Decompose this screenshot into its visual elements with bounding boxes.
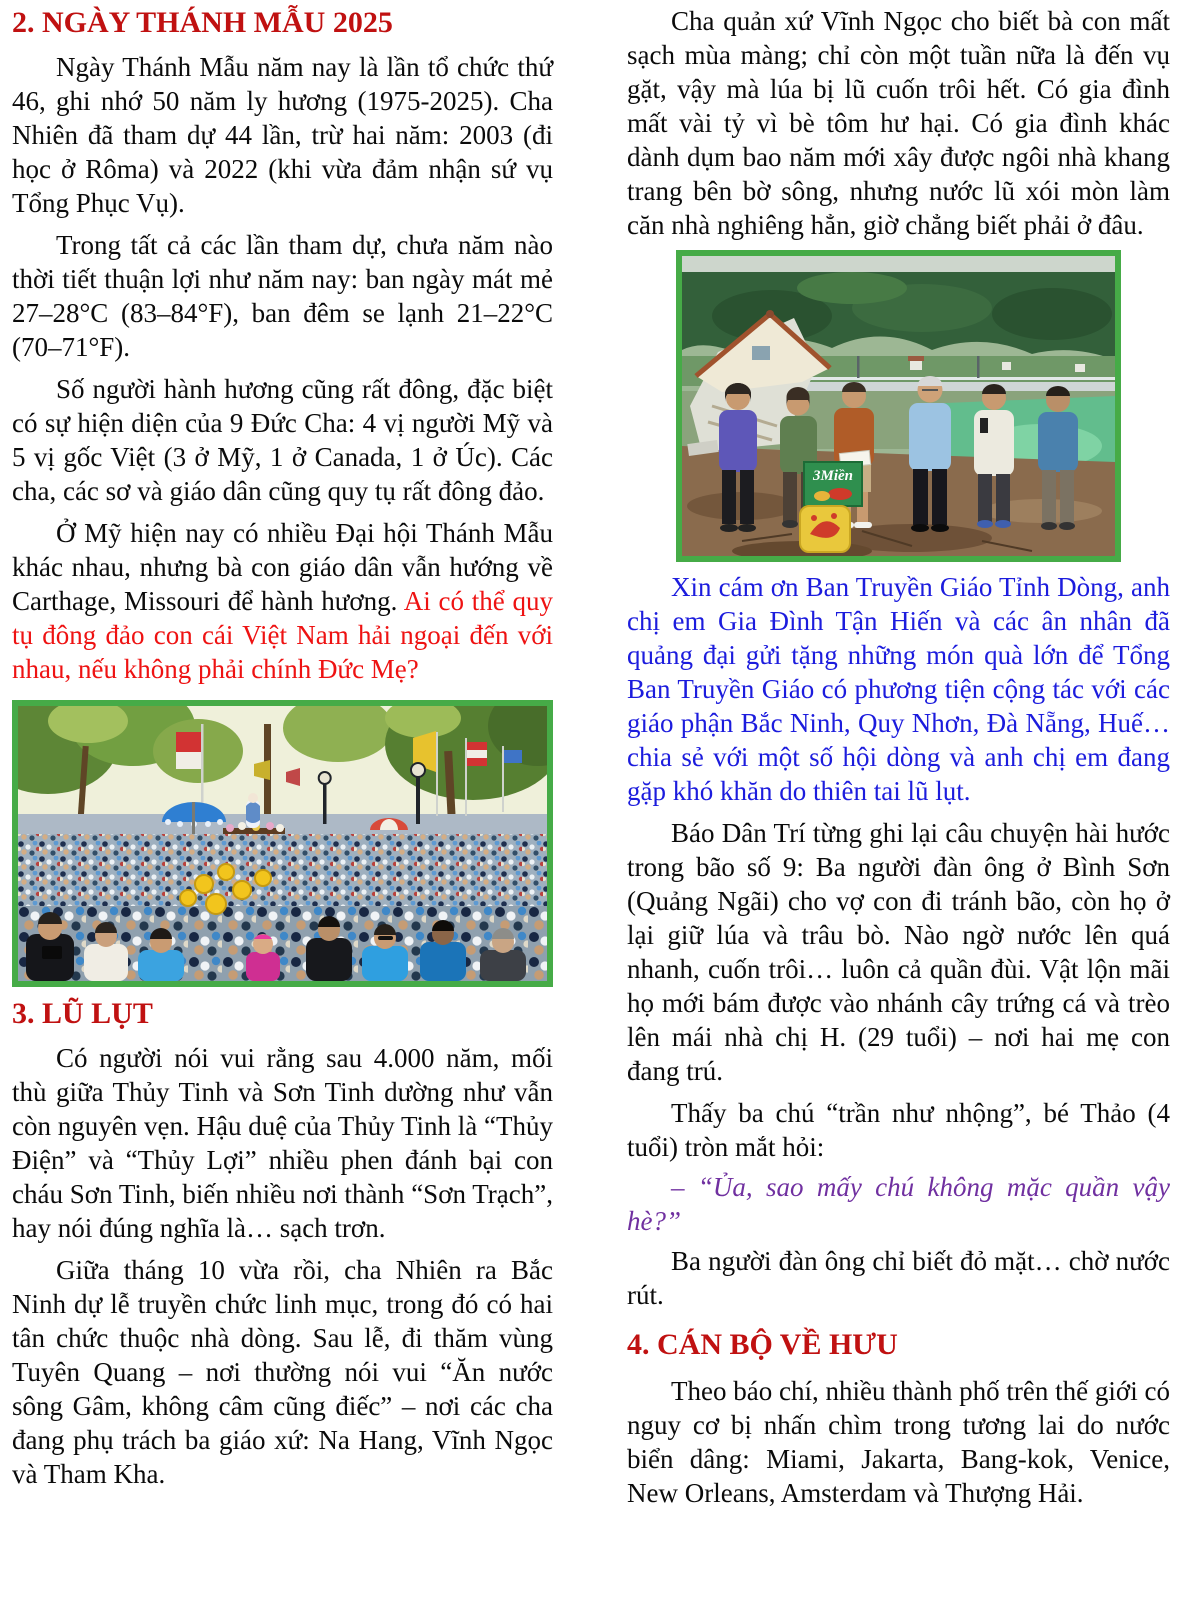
left-column [12, 0, 553, 1499]
noodle-box-label: 3Miền [812, 468, 854, 484]
paragraph: Ba người đàn ông chỉ biết đỏ mặt… chờ nước rút. [627, 1246, 1170, 1310]
paragraph-black-part: Ở Mỹ hiện nay có nhiều Đại hội Thánh Mẫu khác nhau, nhưng bà con giáo dân vẫn hướng về Carthage, Missouri để hành hương. [12, 518, 553, 616]
paragraph: Thấy ba chú “trần như nhộng”, bé Thảo (4 tuổi) tròn mắt hỏi: [627, 1098, 1170, 1162]
right-column [627, 0, 1170, 1518]
crowd-scene-illustration [18, 706, 547, 981]
paragraph: Báo Dân Trí từng ghi lại câu chuyện hài hước trong bão số 9: Ba người đàn ông ở Bình Sơn (Quảng Ngãi) cho vợ con đi tránh bão, còn họ ở lại giữ lúa và trâu bò. Nào ngờ nước lên quá nhanh, cuốn trôi… luôn cả quần đùi. Vật lộn mãi họ mới bám được vào nhánh cây trứng cá và trèo lên mái nhà chị H. (29 tuổi) – nơi hai mẹ con đang trú. [627, 818, 1170, 1086]
section-2-heading: 2. NGÀY THÁNH MẪU 2025 [12, 6, 393, 39]
paragraph: Theo báo chí, nhiều thành phố trên thế giới có nguy cơ bị nhấn chìm trong tương lai do nước biển dâng: Miami, Jakarta, Bang-kok, Venice, New Orleans, Amsterdam và Thượng Hải. [627, 1376, 1170, 1508]
paragraph: Ngày Thánh Mẫu năm nay là lần tổ chức thứ 46, ghi nhớ 50 năm ly hương (1975-2025). Cha Nhiên đã tham dự 44 lần, trừ hai năm: 2003 (đi học ở Rôma) và 2022 (khi vừa đảm nhận sứ vụ Tổng Phục Vụ). [12, 52, 553, 218]
paragraph: Trong tất cả các lần tham dự, chưa năm nào thời tiết thuận lợi như năm nay: ban ngày mát mẻ 27–28°C (83–84°F), ban đêm se lạnh 21–22°C (70–71°F). [12, 230, 553, 362]
paragraph: Giữa tháng 10 vừa rồi, cha Nhiên ra Bắc Ninh dự lễ truyền chức linh mục, trong đó có hai tân chức thuộc nhà dòng. Sau lễ, đi thăm vùng Tuyên Quang – nơi thường nói vui “Ăn nước sông Gâm, không câm cũng điếc” – nơi các cha đang phụ trách ba giáo xứ: Na Hang, Vĩnh Ngọc và Tham Kha. [12, 1255, 553, 1489]
paragraph-red-part: Ai có thể quy tụ đông đảo con cái Việt Nam hải ngoại đến với nhau, nếu không phải chính Đức Mẹ? [12, 586, 553, 684]
paragraph: Có người nói vui rằng sau 4.000 năm, mối thù giữa Thủy Tinh và Sơn Tinh dường như vẫn còn nguyên vẹn. Hậu duệ của Thủy Tinh là “Thủy Điện” và “Thủy Lợi” nhiều phen đánh bại con cháu Sơn Tinh, biến nhiều nơi thành “Sơn Trạch”, hay nói đúng nghĩa là… sạch trơn. [12, 1043, 553, 1243]
crowd-mid [18, 834, 547, 916]
section-3-heading: 3. LŨ LỤT [12, 997, 153, 1030]
section-4-heading: 4. CÁN BỘ VỀ HƯU [627, 1328, 898, 1361]
paragraph-thanks-blue: Xin cám ơn Ban Truyền Giáo Tỉnh Dòng, anh chị em Gia Đình Tận Hiến và các ân nhân đã quảng đại gửi tặng những món quà lớn để Tổng Ban Truyền Giáo có phương tiện cộng tác với các giáo phận Bắc Ninh, Quy Nhơn, Đà Nẵng, Huế… chia sẻ với một số hội dòng và anh chị em đang gặp khó khăn do thiên tai lũ lụt. [627, 572, 1170, 806]
paragraph-quote-purple: – “Ủa, sao mấy chú không mặc quần vậy hè?” [627, 1172, 1170, 1236]
photo-flood-relief-visit [676, 250, 1121, 562]
paragraph: Cha quản xứ Vĩnh Ngọc cho biết bà con mất sạch mùa màng; chỉ còn một tuần nữa là đến vụ gặt, vậy mà lúa bị lũ cuốn trôi hết. Có gia đình mất vài tỷ vì bè tôm hư hại. Có gia đình khác dành dụm bao năm mới xây được ngôi nhà khang trang bên bờ sông, nhưng nước lũ xói mòn làm căn nhà nghiêng hẳn, giờ chẳng biết phải ở đâu. [627, 6, 1170, 240]
noodle-box [804, 462, 862, 506]
paragraph-mixed-color [12, 516, 553, 686]
flood-scene-illustration [682, 256, 1115, 556]
rice-bag [800, 506, 850, 552]
paragraph: Số người hành hương cũng rất đông, đặc biệt có sự hiện diện của 9 Đức Cha: 4 vị người Mỹ và 5 vị gốc Việt (3 ở Mỹ, 1 ở Canada, 1 ở Úc). Các cha, các sơ và giáo dân cũng quy tụ rất đông đảo. [12, 374, 553, 506]
photo-marian-days-crowd [12, 700, 553, 987]
